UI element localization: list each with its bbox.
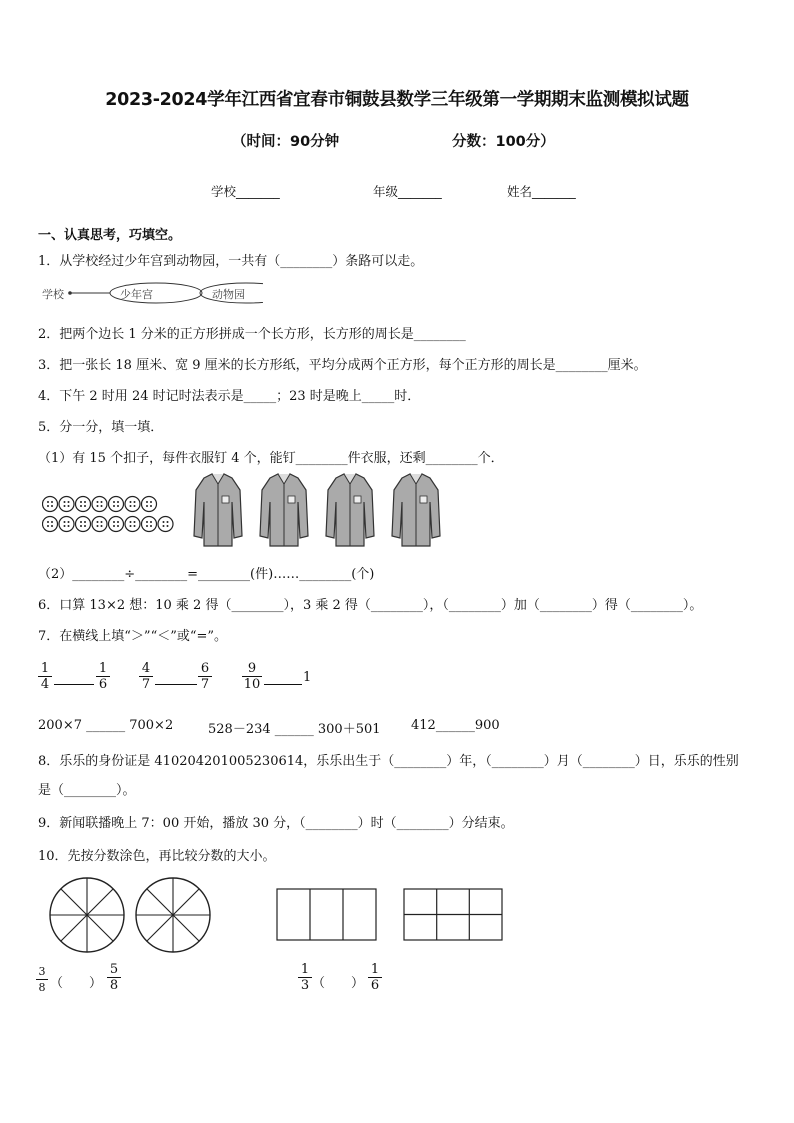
school-field: 学校_______: [211, 184, 280, 199]
rect-sixths: [403, 888, 504, 942]
compare-2: 528－234 ______ 300＋501: [208, 722, 381, 737]
fraction-4-7: 4 7: [139, 661, 153, 692]
question-5-part-2: （2）________÷________=________(件)……________(个): [38, 567, 375, 582]
button-icon: [109, 497, 124, 512]
button-icon: [92, 497, 107, 512]
name-field: 姓名_______: [507, 184, 576, 199]
route-youth-label: 少年宫: [120, 288, 153, 301]
question-6: 6．口算 13×2 想：10 乘 2 得（________），3 乘 2 得（________），（________）加（________）得（________）。: [38, 598, 703, 613]
button-icon: [43, 517, 58, 532]
button-icon: [76, 517, 91, 532]
fraction-1-6: 1 6: [96, 661, 110, 692]
grade-field: 年级_______: [373, 184, 442, 199]
fraction-1-4: 1 4: [38, 661, 52, 692]
compare-paren-1: （ ）: [50, 976, 103, 991]
fraction-6-7: 6 7: [198, 661, 212, 692]
page-title: 2023-2024学年江西省宜春市铜鼓县数学三年级第一学期期末监测模拟试题: [105, 90, 689, 110]
exam-score: 分数：100分）: [452, 134, 555, 150]
button-icon: [43, 497, 58, 512]
question-2: 2．把两个边长 1 分米的正方形拼成一个长方形，长方形的周长是________: [38, 327, 466, 342]
button-icon: [59, 497, 74, 512]
button-icon: [142, 497, 157, 512]
fraction-1-3: 1 3: [298, 962, 312, 993]
exam-time: （时间：90分钟: [232, 134, 340, 150]
shirt-icon: [326, 474, 374, 546]
route-school-label: 学校: [42, 288, 64, 301]
button-icon: [92, 517, 107, 532]
compare-3: 412______900: [411, 718, 500, 733]
button-icon: [76, 497, 91, 512]
button-icon: [59, 517, 74, 532]
question-1: 1．从学校经过少年宫到动物园，一共有（________）条路可以走。: [38, 254, 424, 269]
button-icon: [142, 517, 157, 532]
shirt-icon: [392, 474, 440, 546]
rect-thirds: [276, 888, 378, 942]
shirts-illustration: [180, 472, 442, 548]
button-icon: [109, 517, 124, 532]
compare-paren-2: （ ）: [312, 976, 365, 991]
number-one: 1: [303, 670, 312, 685]
circle-eighths-2: [134, 876, 212, 954]
route-zoo-label: 动物园: [212, 288, 245, 301]
shirt-icon: [194, 474, 242, 546]
answer-line: [155, 684, 197, 685]
buttons-illustration: [42, 494, 177, 534]
question-4: 4．下午 2 时用 24 时记时法表示是_____；23 时是晚上_____时．: [38, 389, 421, 404]
question-9: 9．新闻联播晚上 7：00 开始，播放 30 分，（________）时（________）分结束。: [38, 816, 514, 831]
section-heading: 一、认真思考，巧填空。: [38, 228, 182, 243]
fraction-3-8: 3 8: [36, 964, 48, 995]
shirt-icon: [260, 474, 308, 546]
answer-line: [54, 684, 94, 685]
button-icon: [125, 497, 140, 512]
question-3: 3．把一张长 18 厘米、宽 9 厘米的长方形纸，平均分成两个正方形，每个正方形的周长是________厘米。: [38, 358, 647, 373]
fraction-5-8: 5 8: [107, 962, 121, 993]
question-7: 7．在横线上填“＞”“＜”或“=”。: [38, 629, 228, 644]
button-icon: [158, 517, 173, 532]
answer-line: [264, 684, 302, 685]
question-5: 5．分一分，填一填．: [38, 420, 164, 435]
question-8-cont: 是（________）。: [38, 783, 136, 798]
button-icon: [125, 517, 140, 532]
question-10: 10．先按分数涂色，再比较分数的大小。: [38, 849, 276, 864]
question-5-part-1: （1）有 15 个扣子，每件衣服钉 4 个，能钉________件衣服，还剩________个．: [38, 451, 504, 466]
compare-1: 200×7 ______ 700×2: [38, 718, 174, 733]
fraction-1-6b: 1 6: [368, 962, 382, 993]
question-8: 8．乐乐的身份证是 410204201005230614，乐乐出生于（________）年，（________）月（________）日，乐乐的性别: [38, 754, 739, 769]
circle-eighths-1: [48, 876, 126, 954]
fraction-9-10: 9 10: [243, 661, 261, 692]
